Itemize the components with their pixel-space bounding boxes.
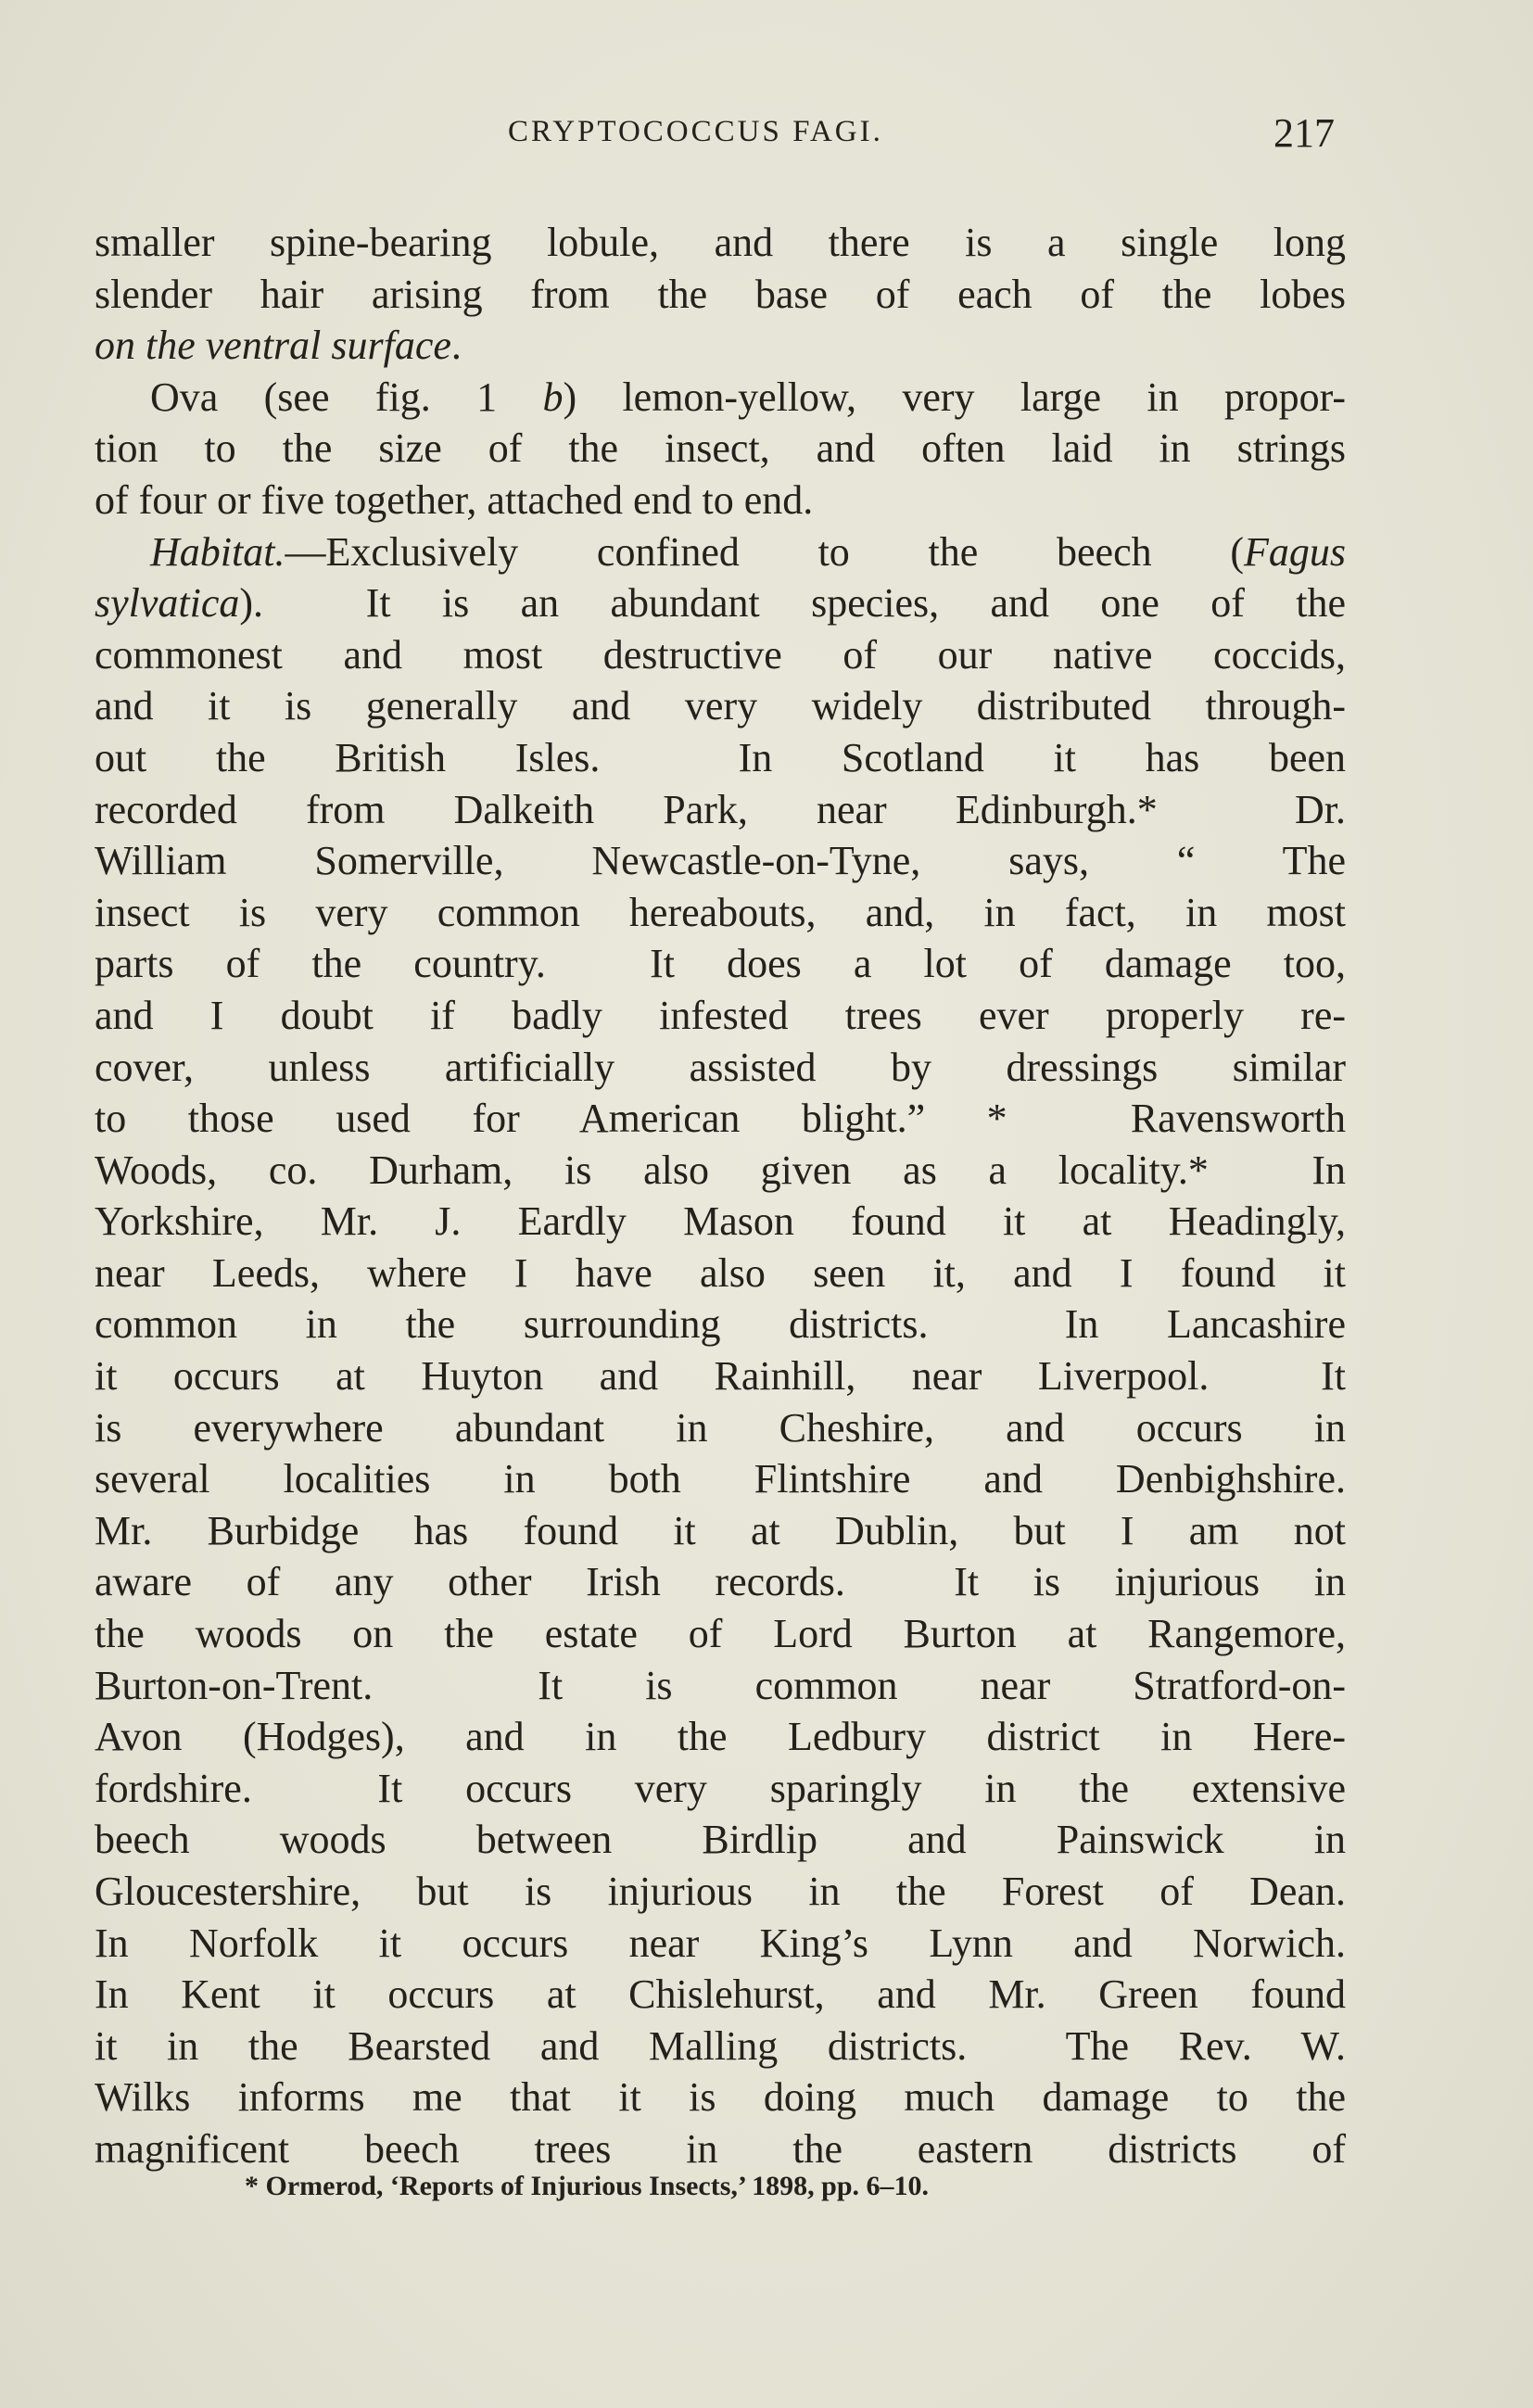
text-line: is everywhere abundant in Cheshire, and occurs in	[95, 1404, 1346, 1451]
text-line: magnificent beech trees in the eastern districts of	[95, 2125, 1346, 2172]
text-line: slender hair arising from the base of each of the lobes	[95, 271, 1346, 317]
text-line: fordshire. It occurs very sparingly in the extensive	[95, 1765, 1346, 1811]
text-line: insect is very common hereabouts, and, in fact, in most	[95, 889, 1346, 935]
text-line: Woods, co. Durham, is also given as a locality.* In	[95, 1147, 1346, 1193]
text-line: and it is generally and very widely distributed through-	[95, 683, 1346, 729]
text-line: the woods on the estate of Lord Burton at Rangemore,	[95, 1611, 1346, 1657]
text-line: aware of any other Irish records. It is injurious in	[95, 1559, 1346, 1605]
text-line: In Kent it occurs at Chislehurst, and Mr. Green found	[95, 1971, 1346, 2018]
italic-text: Habitat.	[150, 528, 285, 575]
text-line: tion to the size of the insect, and often laid in strings	[95, 425, 1346, 472]
text-line: and I doubt if badly infested trees ever properly re-	[95, 992, 1346, 1038]
text-line: of four or five together, attached end to end.	[95, 476, 814, 523]
text-line: Gloucestershire, but is injurious in the Forest of Dean.	[95, 1869, 1346, 1914]
text-line: In Norfolk it occurs near King’s Lynn and Norwich.	[95, 1920, 1346, 1966]
text-line: it in the Bearsted and Malling districts. The Rev. W.	[95, 2022, 1346, 2069]
text-line: William Somerville, Newcastle-on-Tyne, says, “ The	[95, 838, 1346, 884]
text-line: common in the surrounding districts. In Lancashire	[95, 1301, 1346, 1348]
text-line: Yorkshire, Mr. J. Eardly Mason found it at Headingly,	[95, 1198, 1346, 1245]
text-line: Burton-on-Trent. It is common near Stratford-on-	[95, 1662, 1346, 1708]
text-line: to those used for American blight.” * Ravensworth	[95, 1096, 1346, 1142]
text-line: parts of the country. It does a lot of damage too,	[95, 941, 1346, 987]
text-line: sylvatica). It is an abundant species, and one of the	[95, 580, 1346, 627]
running-title: CRYPTOCOCCUS FAGI.	[508, 115, 883, 148]
page-number: 217	[1273, 110, 1335, 156]
text-line: beech woods between Birdlip and Painswick in	[95, 1817, 1346, 1863]
text-line: Habitat.—Exclusively confined to the beech (Fagus	[150, 528, 1346, 575]
italic-text: sylvatica	[95, 580, 240, 627]
text-line: it occurs at Huyton and Rainhill, near Liverpool. It	[95, 1353, 1346, 1400]
italic-text: Fagus	[1244, 528, 1346, 575]
text-line: Mr. Burbidge has found it at Dublin, but I am not	[95, 1507, 1346, 1553]
running-head	[0, 109, 1533, 165]
text-line: on the ventral surface.	[95, 323, 462, 369]
text-line: cover, unless artificially assisted by dressings similar	[95, 1044, 1346, 1090]
text-line: smaller spine-bearing lobule, and there is a single long	[95, 220, 1346, 265]
text-line: several localities in both Flintshire and Denbighshire.	[95, 1456, 1346, 1502]
text-line: Wilks informs me that it is doing much damage to the	[95, 2074, 1346, 2121]
text-line: near Leeds, where I have also seen it, and I found it	[95, 1249, 1346, 1296]
text-line: Avon (Hodges), and in the Ledbury district in Here-	[95, 1714, 1346, 1760]
italic-text: b	[542, 374, 564, 420]
text-line: recorded from Dalkeith Park, near Edinburgh.* Dr.	[95, 786, 1346, 832]
italic-text: on the ventral surface	[95, 323, 451, 369]
text-line: Ova (see fig. 1 b) lemon-yellow, very large in propor-	[150, 374, 1347, 420]
body-text	[95, 217, 1346, 2175]
text-line: out the British Isles. In Scotland it has been	[95, 734, 1346, 780]
footnote: * Ormerod, ‘Reports of Injurious Insects,’ 1898, pp. 6–10.	[245, 2171, 930, 2201]
text-line: commonest and most destructive of our native coccids,	[95, 631, 1346, 678]
